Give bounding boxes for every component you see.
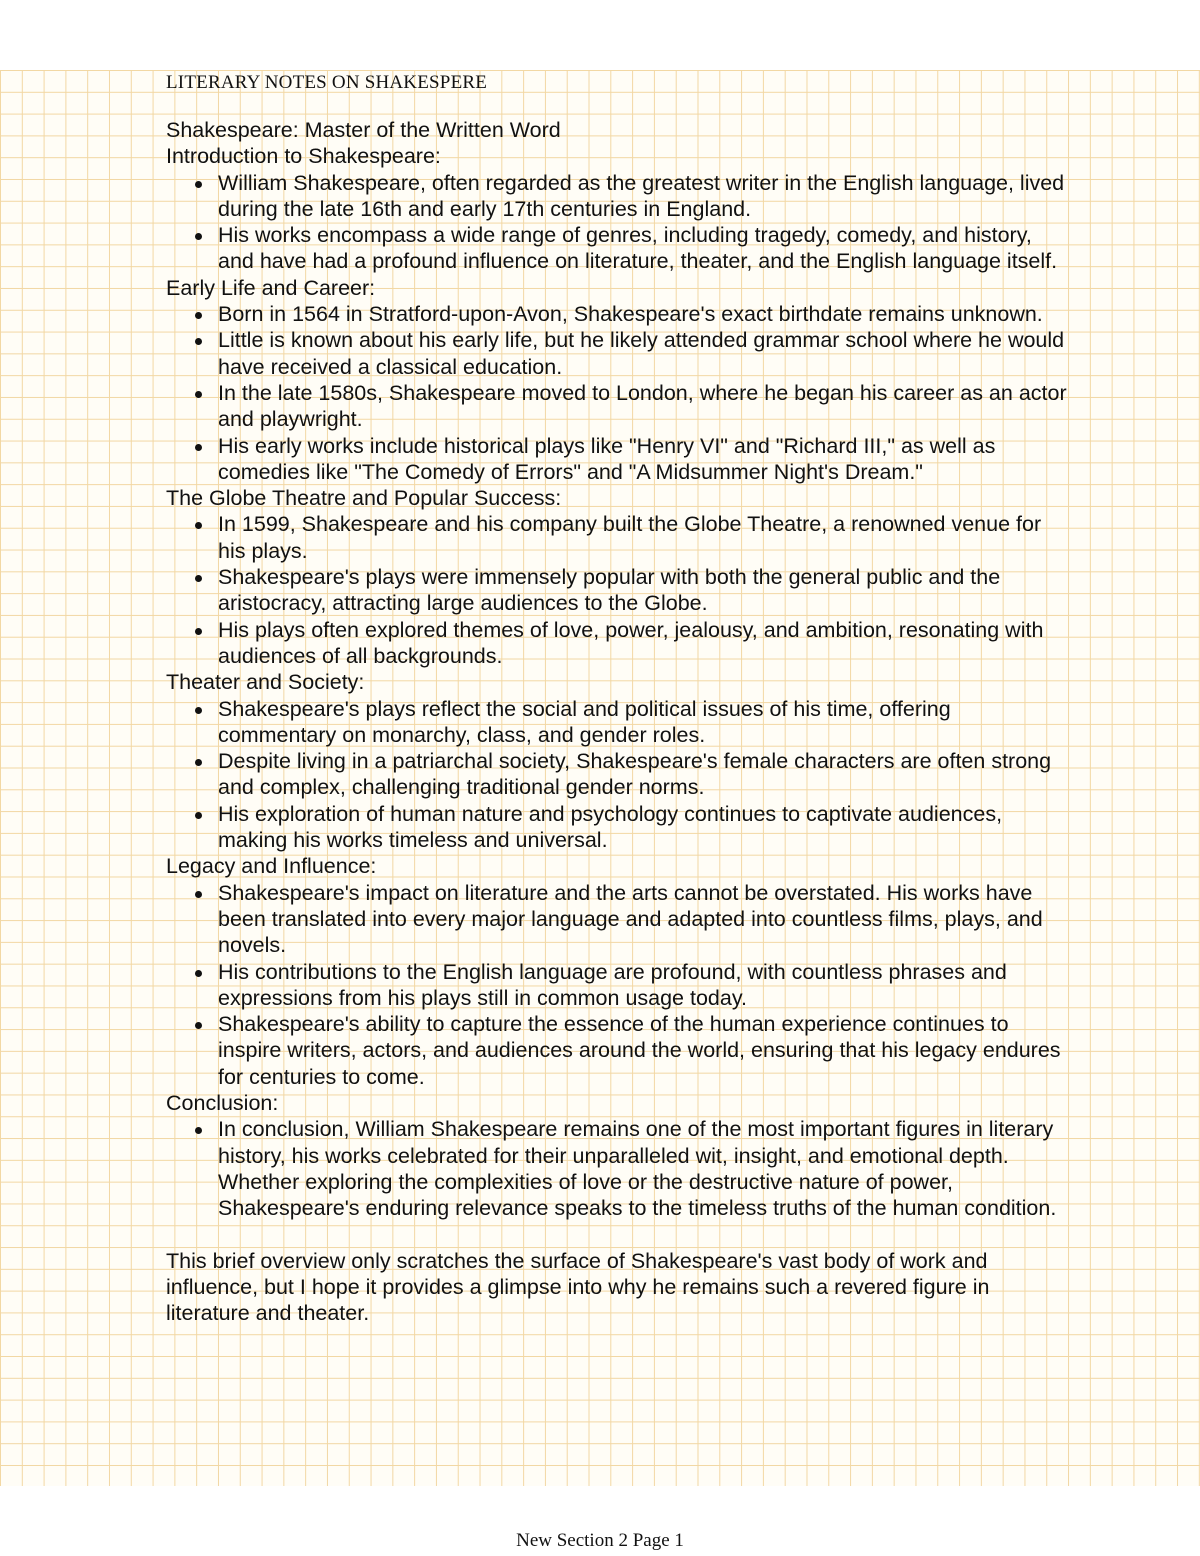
bullet-list [166, 301, 1071, 485]
section-title: Theater and Society: [166, 670, 365, 695]
list-item: In the late 1580s, Shakespeare moved to London, where he began his career as an actor and playwright. [218, 380, 1071, 433]
section-conclusion [166, 1090, 1071, 1221]
section-title: Introduction to Shakespeare: [166, 144, 441, 169]
section-title: Conclusion: [166, 1090, 279, 1115]
page-title: LITERARY NOTES ON SHAKESPERE [166, 72, 488, 93]
list-item: Shakespeare's plays were immensely popular with both the general public and the aristocracy, attracting large audiences to the Globe. [218, 564, 1071, 617]
list-item: In conclusion, William Shakespeare remains one of the most important figures in literary history, his works celebrated for their unparalleled wit, insight, and emotional depth. Whether exploring the complexities of love or the destructive nature of power, Shakespeare's enduring relevance speaks to the timeless truths of the human condition. [218, 1116, 1071, 1221]
note-body [166, 117, 1071, 1327]
section-title: Legacy and Influence: [166, 854, 377, 879]
section-theater-society [166, 669, 1071, 853]
list-item: Little is known about his early life, but he likely attended grammar school where he would have received a classical education. [218, 327, 1071, 380]
list-item: Shakespeare's ability to capture the essence of the human experience continues to inspire writers, actors, and audiences around the world, ensuring that his legacy endures for centuries to come. [218, 1011, 1071, 1090]
list-item: William Shakespeare, often regarded as the greatest writer in the English language, lived during the late 16th and early 17th centuries in England. [218, 170, 1071, 223]
section-early-life [166, 275, 1071, 485]
note-heading: Shakespeare: Master of the Written Word [166, 118, 561, 142]
bullet-list [166, 696, 1071, 854]
section-legacy [166, 853, 1071, 1090]
page-footer: New Section 2 Page 1 [516, 1530, 684, 1551]
section-title: Early Life and Career: [166, 275, 376, 300]
list-item: Shakespeare's impact on literature and the arts cannot be overstated. His works have been translated into every major language and adapted into countless films, plays, and novels. [218, 880, 1071, 959]
section-title: The Globe Theatre and Popular Success: [166, 486, 562, 511]
closing-paragraph: This brief overview only scratches the surface of Shakespeare's vast body of work and influence, but I hope it provides a glimpse into why he remains such a revered figure in literature and theater. [166, 1248, 990, 1326]
bullet-list [166, 170, 1071, 275]
list-item: Born in 1564 in Stratford-upon-Avon, Shakespeare's exact birthdate remains unknown. [218, 301, 1071, 327]
bullet-list [166, 511, 1071, 669]
list-item: His plays often explored themes of love, power, jealousy, and ambition, resonating with audiences of all backgrounds. [218, 617, 1071, 670]
section-introduction [166, 143, 1071, 274]
list-item: His works encompass a wide range of genres, including tragedy, comedy, and history, and have had a profound influence on literature, theater, and the English language itself. [218, 222, 1071, 275]
list-item: His contributions to the English language are profound, with countless phrases and expressions from his plays still in common usage today. [218, 959, 1071, 1012]
bullet-list [166, 880, 1071, 1090]
section-globe-theatre [166, 485, 1071, 669]
list-item: Shakespeare's plays reflect the social and political issues of his time, offering commentary on monarchy, class, and gender roles. [218, 696, 1071, 749]
list-item: His exploration of human nature and psychology continues to captivate audiences, making his works timeless and universal. [218, 801, 1071, 854]
list-item: His early works include historical plays like "Henry VI" and "Richard III," as well as comedies like "The Comedy of Errors" and "A Midsummer Night's Dream." [218, 433, 1071, 486]
list-item: In 1599, Shakespeare and his company built the Globe Theatre, a renowned venue for his plays. [218, 511, 1071, 564]
blank-line [166, 1221, 1071, 1247]
bullet-list [166, 1116, 1071, 1221]
list-item: Despite living in a patriarchal society, Shakespeare's female characters are often strong and complex, challenging traditional gender norms. [218, 748, 1071, 801]
